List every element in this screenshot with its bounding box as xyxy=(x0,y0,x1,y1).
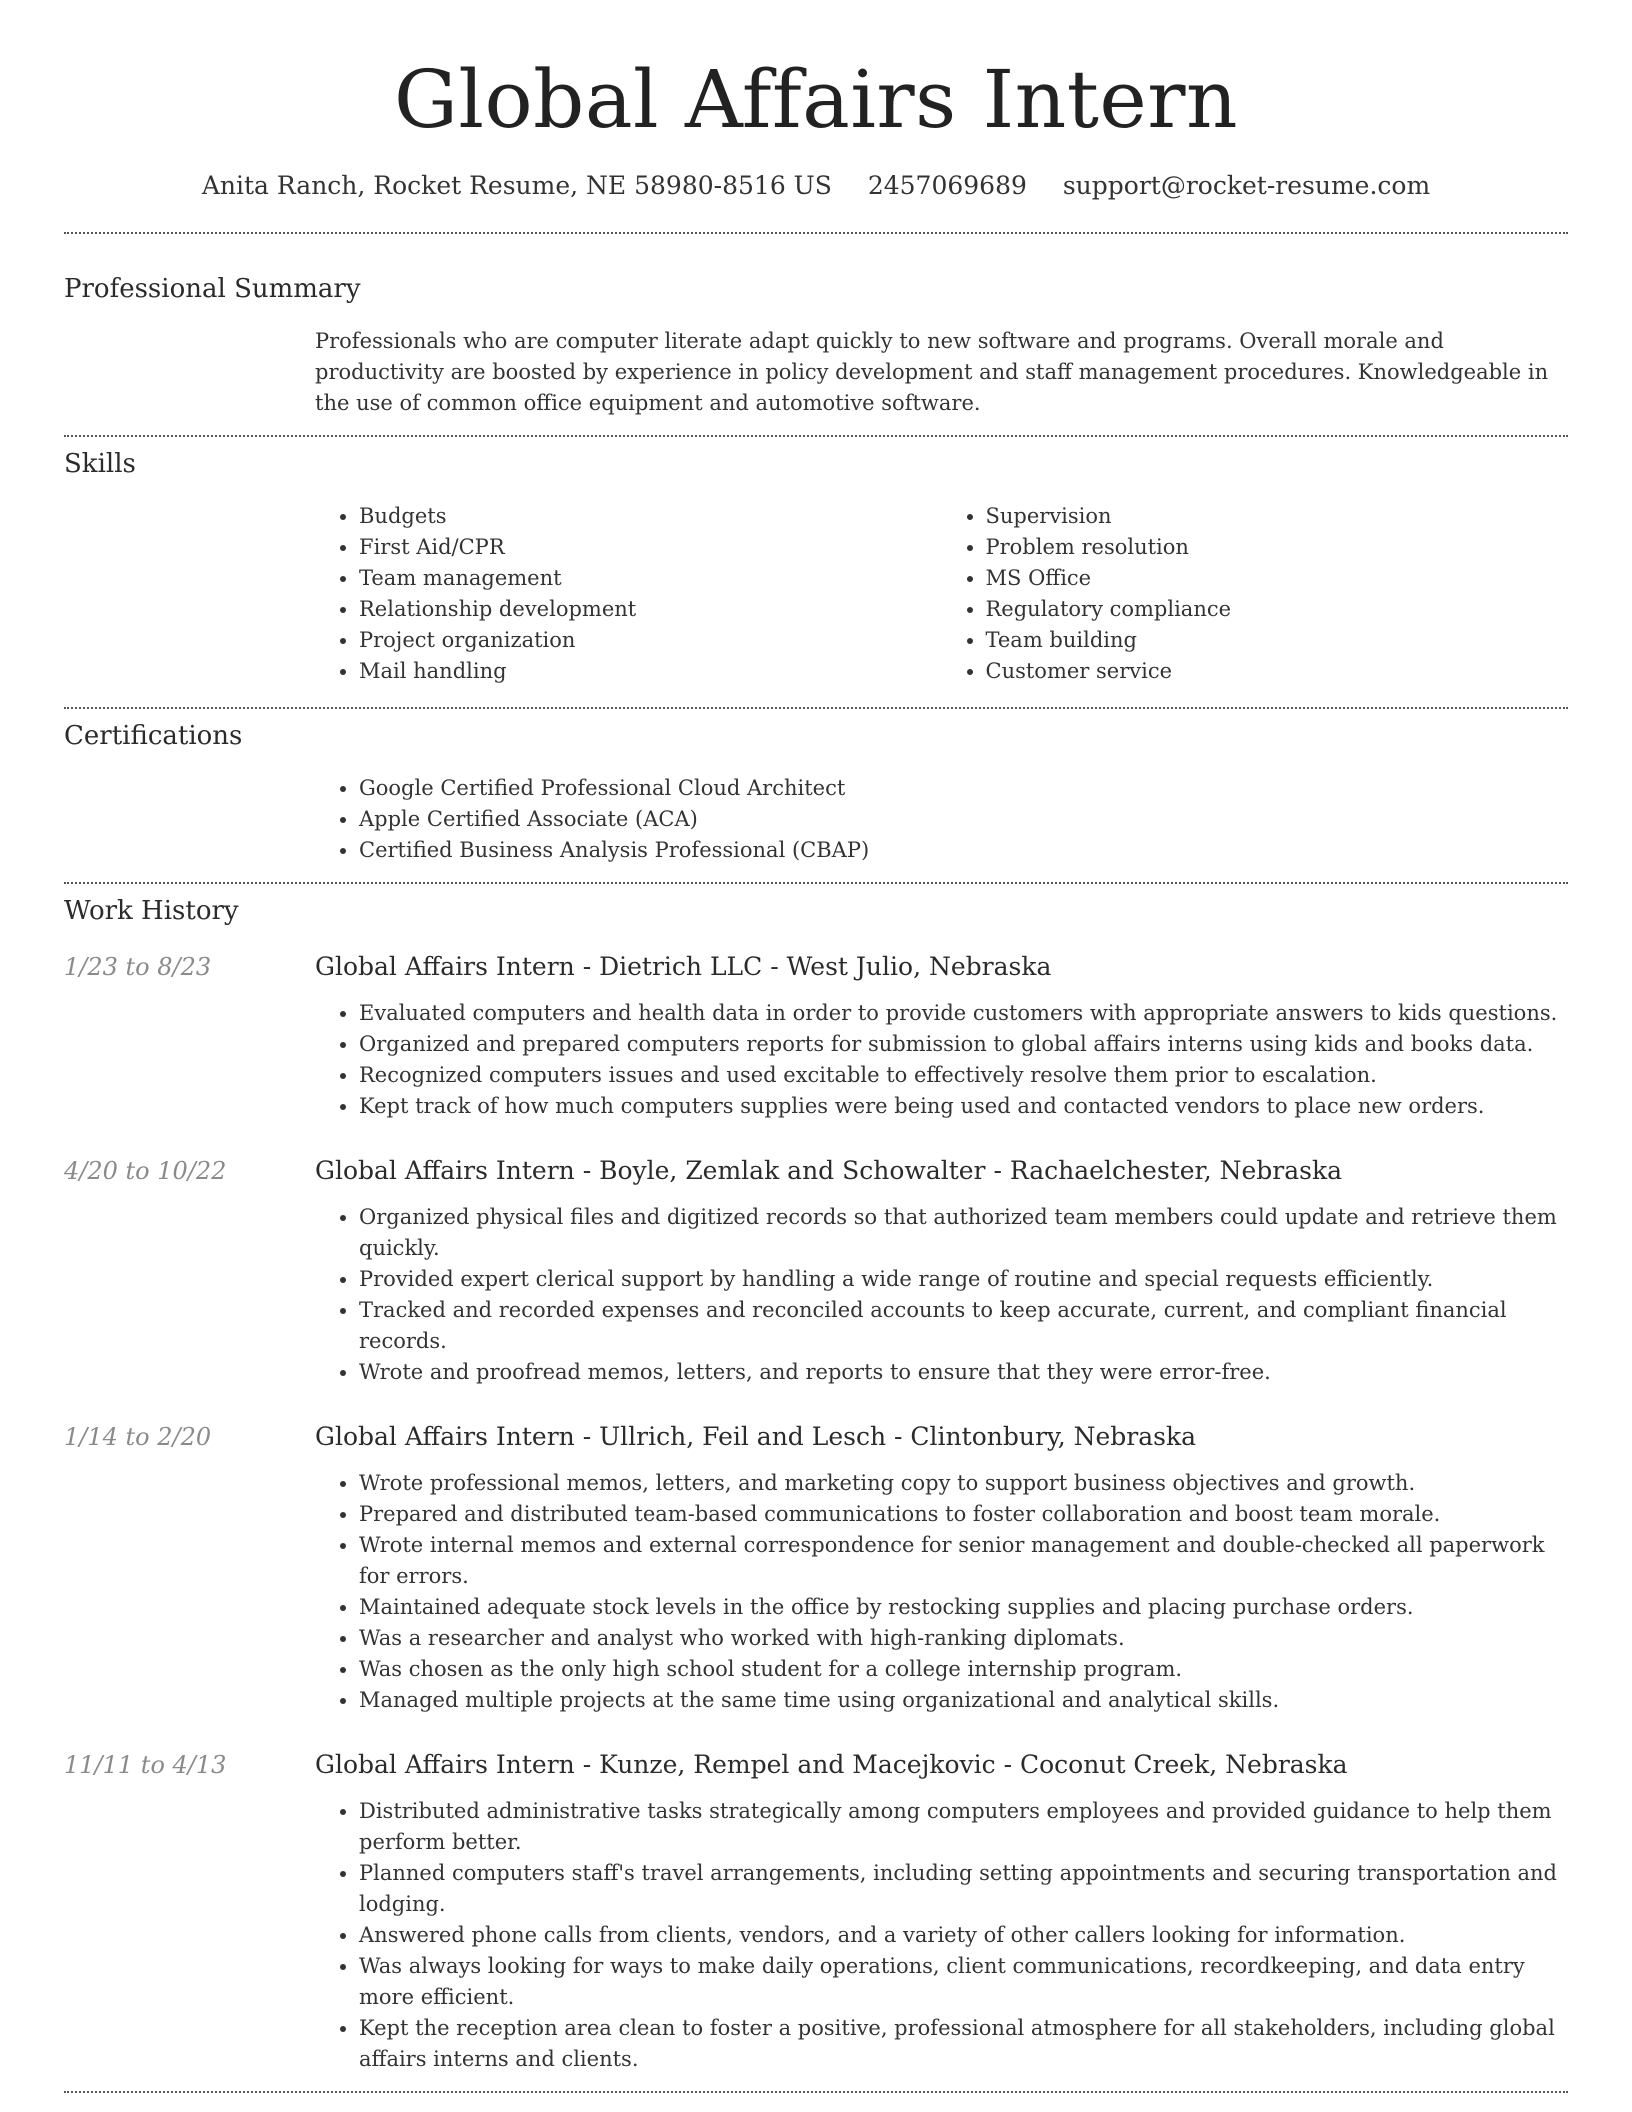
divider xyxy=(64,707,1568,709)
skills-column-left xyxy=(315,501,942,687)
certification-item: • Google Certified Professional Cloud Architect xyxy=(359,773,1568,804)
job-duty: • Was a researcher and analyst who worked with high-ranking diplomats. xyxy=(359,1623,1568,1654)
summary-text: Professionals who are computer literate adapt quickly to new software and programs. Overall morale and productivity are boosted by experience in policy development and staff management procedures. Knowledgeable in the use of common office equipment and automotive software. xyxy=(315,329,1549,415)
resume-title: Global Affairs Intern xyxy=(393,53,1239,146)
job-dates: 1/23 to 8/23 xyxy=(64,953,212,981)
job-entry xyxy=(64,1154,1568,1388)
skills-list xyxy=(315,501,1568,687)
job-duties xyxy=(315,1796,1568,2075)
skill-item: • Team management xyxy=(359,563,942,594)
divider xyxy=(64,2091,1568,2093)
job-entry xyxy=(64,1420,1568,1716)
job-duties xyxy=(315,998,1568,1122)
skills-section xyxy=(64,447,1568,687)
contact-email[interactable]: support@rocket-resume.com xyxy=(1062,171,1431,200)
job-dates: 1/14 to 2/20 xyxy=(64,1423,212,1451)
certification-item: • Apple Certified Associate (ACA) xyxy=(359,804,1568,835)
job-title: Global Affairs Intern - Boyle, Zemlak and Schowalter - Rachaelchester, Nebraska xyxy=(315,1156,1343,1185)
job-dates: 4/20 to 10/22 xyxy=(64,1157,227,1185)
job-duty: • Wrote and proofread memos, letters, and reports to ensure that they were error-free. xyxy=(359,1357,1568,1388)
job-duty: • Evaluated computers and health data in order to provide customers with appropriate answers to kids questions. xyxy=(359,998,1568,1029)
work-history-heading: Work History xyxy=(64,896,239,926)
skill-item: • Problem resolution xyxy=(986,532,1569,563)
job-duty: • Was always looking for ways to make daily operations, client communications, recordkeeping, and data entry more efficient. xyxy=(359,1951,1568,2013)
job-duty: • Wrote professional memos, letters, and marketing copy to support business objectives and growth. xyxy=(359,1468,1568,1499)
job-duty: • Kept the reception area clean to foster a positive, professional atmosphere for all stakeholders, including global affairs interns and clients. xyxy=(359,2013,1568,2075)
divider xyxy=(64,435,1568,437)
contact-address: Anita Ranch, Rocket Resume, NE 58980-8516 US xyxy=(201,171,832,200)
skill-item: • Regulatory compliance xyxy=(986,594,1569,625)
certifications-list xyxy=(315,773,1568,866)
job-dates: 11/11 to 4/13 xyxy=(64,1751,227,1779)
job-duty: • Recognized computers issues and used excitable to effectively resolve them prior to escalation. xyxy=(359,1060,1568,1091)
divider xyxy=(64,232,1568,234)
job-duty: • Was chosen as the only high school student for a college internship program. xyxy=(359,1654,1568,1685)
job-entry xyxy=(64,950,1568,1122)
skill-item: • Project organization xyxy=(359,625,942,656)
job-title: Global Affairs Intern - Kunze, Rempel and Macejkovic - Coconut Creek, Nebraska xyxy=(315,1750,1348,1779)
divider xyxy=(64,882,1568,884)
skill-item: • Budgets xyxy=(359,501,942,532)
job-duty: • Distributed administrative tasks strategically among computers employees and provided guidance to help them perform better. xyxy=(359,1796,1568,1858)
skill-item: • Customer service xyxy=(986,656,1569,687)
resume-page xyxy=(64,0,1568,2093)
skill-item: • Mail handling xyxy=(359,656,942,687)
contact-line xyxy=(64,166,1568,206)
job-duty: • Managed multiple projects at the same time using organizational and analytical skills. xyxy=(359,1685,1568,1716)
skill-item: • First Aid/CPR xyxy=(359,532,942,563)
job-duty: • Provided expert clerical support by handling a wide range of routine and special requests efficiently. xyxy=(359,1264,1568,1295)
job-duty: • Answered phone calls from clients, vendors, and a variety of other callers looking for information. xyxy=(359,1920,1568,1951)
summary-section xyxy=(64,272,1568,419)
skills-column-right xyxy=(942,501,1569,687)
job-duty: • Tracked and recorded expenses and reconciled accounts to keep accurate, current, and compliant financial records. xyxy=(359,1295,1568,1357)
job-duty: • Planned computers staff's travel arrangements, including setting appointments and securing transportation and lodging. xyxy=(359,1858,1568,1920)
job-duties xyxy=(315,1468,1568,1716)
job-title: Global Affairs Intern - Ullrich, Feil and Lesch - Clintonbury, Nebraska xyxy=(315,1422,1197,1451)
skill-item: • Supervision xyxy=(986,501,1569,532)
summary-heading: Professional Summary xyxy=(64,274,361,304)
job-duty: • Wrote internal memos and external correspondence for senior management and double-checked all paperwork for errors. xyxy=(359,1530,1568,1592)
skill-item: • Team building xyxy=(986,625,1569,656)
job-duties xyxy=(315,1202,1568,1388)
work-history-section xyxy=(64,894,1568,2075)
skill-item: • MS Office xyxy=(986,563,1569,594)
skill-item: • Relationship development xyxy=(359,594,942,625)
job-title: Global Affairs Intern - Dietrich LLC - West Julio, Nebraska xyxy=(315,952,1052,981)
job-duty: • Organized and prepared computers reports for submission to global affairs interns using kids and books data. xyxy=(359,1029,1568,1060)
certifications-heading: Certifications xyxy=(64,721,243,751)
contact-phone: 2457069689 xyxy=(867,171,1027,200)
job-duty: • Organized physical files and digitized records so that authorized team members could update and retrieve them quickly. xyxy=(359,1202,1568,1264)
skills-heading: Skills xyxy=(64,449,136,479)
job-duty: • Prepared and distributed team-based communications to foster collaboration and boost team morale. xyxy=(359,1499,1568,1530)
certifications-section xyxy=(64,719,1568,866)
job-entry xyxy=(64,1748,1568,2075)
certification-item: • Certified Business Analysis Professional (CBAP) xyxy=(359,835,1568,866)
job-duty: • Maintained adequate stock levels in the office by restocking supplies and placing purchase orders. xyxy=(359,1592,1568,1623)
job-duty: • Kept track of how much computers supplies were being used and contacted vendors to place new orders. xyxy=(359,1091,1568,1122)
